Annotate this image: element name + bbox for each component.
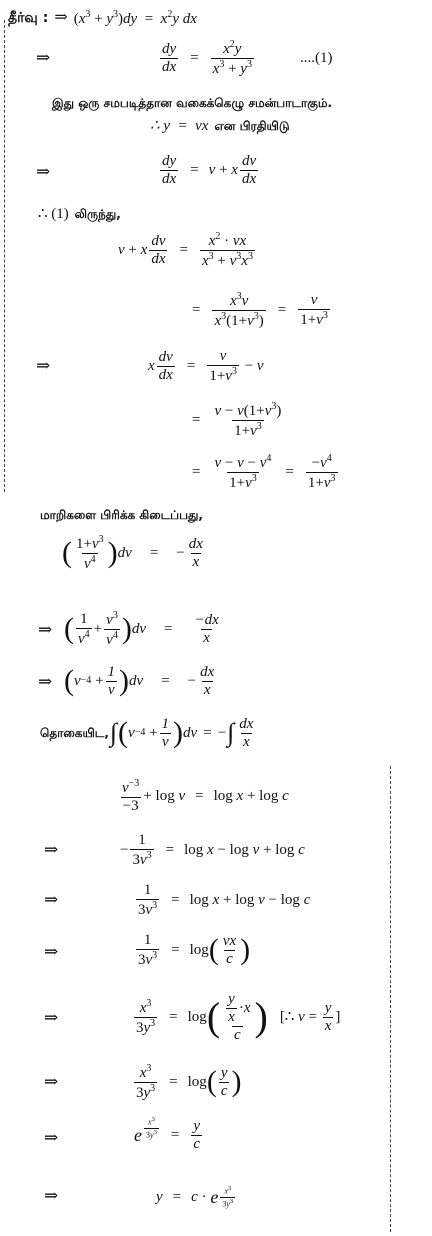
equation-number: ....(1) bbox=[299, 49, 333, 66]
from-one-prefix: ∴ (1) bbox=[38, 205, 69, 222]
step-8: = $\frac{x^3v}{x^3(1+v^3)}$ = $\frac{v}{1+v^3}$ bbox=[192, 290, 328, 329]
step-2: $\frac{dy}{dx}$ = $\frac{x^2y}{x^3 + y^3}$ ....(1) bbox=[162, 38, 333, 77]
step-7: v + x $\frac{dv}{dx}$ = $\frac{x^2 \cdot vx}{x^3 + v^3x^3}$ bbox=[118, 230, 253, 269]
implies-symbol: ⇒ bbox=[44, 1128, 59, 1147]
step-10: = $\frac{v - v(1+v^3)}{1+v^3}$ bbox=[192, 400, 282, 439]
solution-label: தீர்வு : bbox=[8, 10, 49, 26]
substitute-expression: ∴ y = vx bbox=[150, 117, 209, 134]
implies-symbol: ⇒ bbox=[44, 1186, 59, 1205]
step-14: ( $\frac{1}{v^4}$ + $\frac{v^3}{v^4}$ ) dv = $\frac{-dx}{x}$ bbox=[64, 609, 219, 648]
step-20: $\frac{1}{3v^3}$ = log ( $\frac{vx}{c}$ ) bbox=[138, 931, 251, 968]
step-1 bbox=[8, 6, 432, 30]
homogeneous-note: இது ஒரு சமபடித்தான வகைக்கெழு சமன்பாடாகும். bbox=[52, 96, 333, 110]
step-12 bbox=[40, 506, 432, 524]
step-15: ( v −4 + $\frac{1}{v}$ ) dv = − $\frac{dx}{x}$ bbox=[64, 663, 215, 698]
implies-symbol: ⇒ bbox=[44, 890, 59, 909]
implies-symbol: ⇒ bbox=[44, 840, 59, 859]
step-5: $\frac{dy}{dx}$ = v + x $\frac{dv}{dx}$ bbox=[162, 152, 257, 187]
integrate-note: தொகையிட, bbox=[40, 726, 109, 740]
implies-symbol: ⇒ bbox=[44, 1008, 59, 1027]
implies-symbol: ⇒ bbox=[36, 356, 51, 375]
step-6 bbox=[38, 204, 432, 224]
step-18: − $\frac{1}{3v^3}$ = log x − log v + log c bbox=[120, 831, 305, 868]
step-24: y = c · e $\frac{x^3}{3y^3}$ bbox=[156, 1184, 234, 1209]
dy-dx-fraction: $\frac{dy}{dx}$ bbox=[162, 40, 177, 75]
from-one-note: லிருந்து, bbox=[74, 207, 121, 221]
step-17: $\frac{v^{-3}}{-3}$ + log v = log x + log c bbox=[122, 777, 289, 814]
rhs-fraction: $\frac{x^2y}{x^3 + y^3}$ bbox=[212, 38, 252, 77]
implies-symbol: ⇒ bbox=[44, 942, 59, 961]
implies-symbol: ⇒ bbox=[54, 9, 68, 26]
step-3 bbox=[52, 94, 432, 112]
step-16: தொகையிட, ∫ ( v −4 + $\frac{1}{v}$ ) dv = − ∫ $\frac{dx}{x}$ bbox=[40, 715, 254, 750]
step-13: ( $\frac{1+v^3}{v^4}$ ) dv = − $\frac{dx}{x}$ bbox=[62, 533, 203, 572]
step-11: = $\frac{v - v - v^4}{1+v^3}$ = $\frac{-v^4}{1+v^3}$ bbox=[192, 452, 336, 491]
left-dashed-margin bbox=[4, 20, 5, 492]
implies-symbol: ⇒ bbox=[36, 48, 51, 67]
implies-symbol: ⇒ bbox=[36, 162, 51, 181]
substitute-note: என பிரதியிடு bbox=[214, 119, 290, 133]
step-9: x $\frac{dv}{dx}$ = $\frac{v}{1+v^3}$ − v bbox=[148, 347, 264, 384]
separate-note: மாறிகளை பிரிக்க கிடைப்பது, bbox=[40, 508, 203, 522]
step-4 bbox=[150, 116, 432, 136]
implies-symbol: ⇒ bbox=[38, 672, 53, 691]
implies-symbol: ⇒ bbox=[44, 1072, 59, 1091]
step-21: $\frac{x^3}{3y^3}$ = log ( $\frac{y}{x}$ ·x c ) [∴ v = $\frac{y}{x}$ ] bbox=[136, 990, 341, 1043]
step-19: $\frac{1}{3v^3}$ = log x + log v − log c bbox=[138, 881, 311, 918]
step-1-expression: $(x^3 + y^3)dy = x^2y$ dx bbox=[73, 8, 197, 27]
replace-note: [∴ v = $\frac{y}{x}$ ] bbox=[279, 999, 341, 1034]
step-23: e $\frac{x^3}{3y^3}$ = $\frac{y}{c}$ bbox=[134, 1115, 201, 1152]
step-22: $\frac{x^3}{3y^3}$ = log ( $\frac{y}{c}$ ) bbox=[136, 1062, 242, 1101]
implies-symbol: ⇒ bbox=[38, 620, 53, 639]
